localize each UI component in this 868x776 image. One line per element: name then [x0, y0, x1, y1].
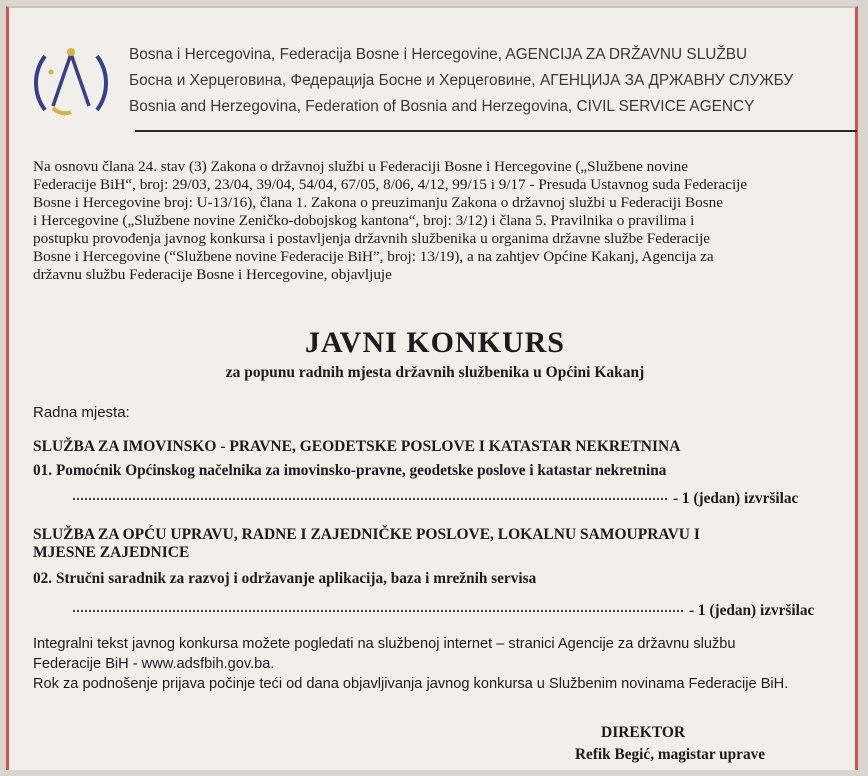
- dotted-leader: [73, 498, 667, 500]
- document-subtitle: za popunu radnih mjesta državnih službenika u Općini Kakanj: [225, 364, 645, 381]
- intro-line: Na osnovu člana 24. stav (3) Zakona o državnoj službi u Federaciji Bosne i Hercegovine („Službene novine: [33, 158, 688, 175]
- intro-paragraph: [33, 158, 843, 284]
- document-title: JAVNI KONKURS: [305, 326, 565, 359]
- department-heading: [33, 438, 843, 456]
- footer-line: Integralni tekst javnog konkursa možete pogledati na službenoj internet – stranici Agencije za državnu službu: [33, 636, 736, 652]
- positions-label: Radna mjesta:: [33, 404, 130, 421]
- position-count: - 1 (jedan) izvršilac: [689, 602, 815, 619]
- department-heading-line: SLUŽBA ZA IMOVINSKO - PRAVNE, GEODETSKE POSLOVE I KATASTAR NEKRETNINA: [33, 438, 681, 455]
- department-heading-line: MJESNE ZAJEDNICE: [33, 544, 190, 561]
- position-title: 01. Pomoćnik Općinskog načelnika za imovinsko-pravne, geodetske poslove i katastar nekretnina: [33, 462, 667, 479]
- agency-name-lines: [129, 42, 793, 120]
- agency-name-bosnian: Bosna i Hercegovina, Federacija Bosne i Hercegovine, AGENCIJA ZA DRŽAVNU SLUŽBU: [129, 46, 748, 63]
- footer-line: Federacije BiH - www.adsfbih.gov.ba.: [33, 656, 275, 672]
- position-count: - 1 (jedan) izvršilac: [673, 490, 799, 507]
- dotted-leader: [73, 610, 683, 612]
- department-heading: [33, 526, 843, 562]
- agency-logo-icon: [31, 42, 111, 122]
- signature-role: DIREKTOR: [601, 724, 686, 741]
- department-heading-line: SLUŽBA ZA OPĆU UPRAVU, RADNE I ZAJEDNIČKE POSLOVE, LOKALNU SAMOUPRAVU I: [33, 526, 700, 543]
- signature-name: Refik Begić, magistar uprave: [575, 746, 766, 763]
- intro-line: i Hercegovine („Službene novine Zeničko-dobojskog kantona“, broj: 3/12) i člana 5. Pravilnika o pravilima i: [33, 212, 695, 229]
- intro-line: Bosne i Hercegovine broj: U-13/16), člana 1. Zakona o preuzimanju Zakona o državnoj službi u Federaciji Bosne: [33, 194, 723, 211]
- agency-name-english: Bosnia and Herzegovina, Federation of Bosnia and Herzegovina, CIVIL SERVICE AGENCY: [129, 98, 755, 115]
- intro-line: Federacije BiH“, broj: 29/03, 23/04, 39/04, 54/04, 67/05, 8/06, 4/12, 99/15 i 9/17 - Presuda Ustavnog suda Federacije: [33, 176, 748, 193]
- header-divider: [135, 130, 857, 132]
- position-title: 02. Stručni saradnik za razvoj i održavanje aplikacija, baza i mrežnih servisa: [33, 570, 537, 587]
- intro-line: Bosne i Hercegovine (“Službene novine Federacije BiH”, broj: 13/19), a na zahtjev Općine Kakanj, Agencija za: [33, 248, 714, 265]
- footer-line: Rok za podnošenje prijava počinje teći od dana objavljivanja javnog konkursa u Službenim novinama Federacije BiH.: [33, 676, 789, 692]
- intro-line: državnu službu Federacije Bosne i Hercegovine, objavljuje: [33, 266, 392, 283]
- document-page: [6, 6, 858, 770]
- agency-header: [25, 36, 845, 128]
- intro-line: postupku provođenja javnog konkursa i postavljenja državnih službenika u organima državne službe Federacije: [33, 230, 711, 247]
- agency-name-cyrillic: Босна и Херцеговина, Федерација Босне и Херцеговине, АГЕНЦИЈА ЗА ДРЖАВНУ СЛУЖБУ: [129, 72, 794, 89]
- footer-notes: [33, 634, 853, 694]
